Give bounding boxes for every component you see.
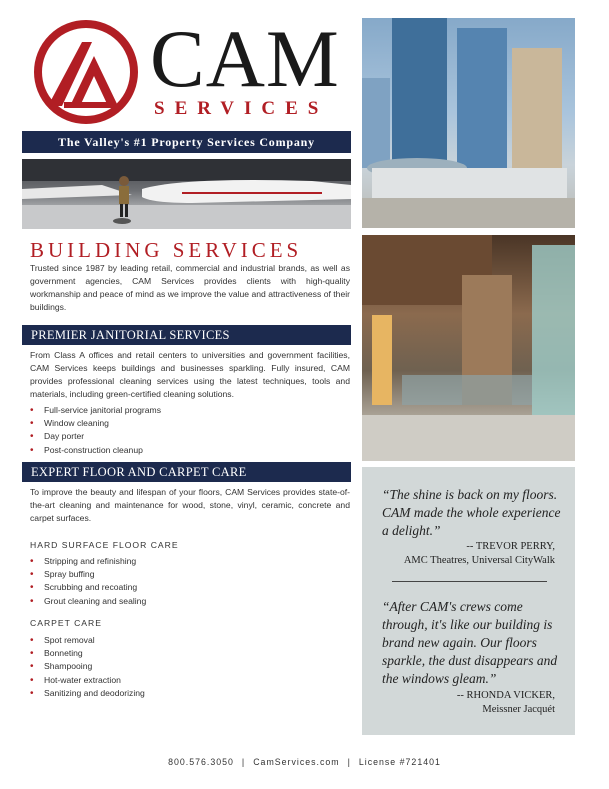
testimonials-panel [362, 467, 575, 735]
janitorial-list [30, 404, 161, 457]
logo-mark-icon [34, 20, 138, 124]
testimonial-attribution [457, 689, 555, 717]
testimonial-name: -- RHONDA VICKER, [456, 690, 555, 701]
list-item: • Bonneting [30, 647, 145, 660]
hard-surface-list [30, 555, 146, 608]
testimonial-name: -- TREVOR PERRY, [466, 541, 555, 552]
lobby-illustration [362, 235, 575, 461]
testimonial-org: Meissner Jacquét [482, 704, 555, 715]
list-item: • Window cleaning [30, 417, 161, 430]
list-item: • Sanitizing and deodorizing [30, 687, 145, 700]
list-item: • Post-construction cleanup [30, 444, 161, 457]
logo-wordmark: CAM [150, 13, 340, 104]
list-item: • Hot-water extraction [30, 674, 145, 687]
testimonial-divider [392, 581, 547, 582]
cam-services-logo [34, 13, 354, 119]
list-item: • Spray buffing [30, 568, 146, 581]
carpet-care-list [30, 634, 145, 700]
footer-contact [0, 757, 609, 767]
janitorial-paragraph: From Class A offices and retail centers to universities and government facilities, CAM Services keeps buildings and businesses sparkling. Fully insured, CAM provides professional cleaning services using the latest techniques, tools and materials, including green-certified cleaning solutions. [30, 350, 350, 399]
hangar-cleaning-photo [22, 159, 351, 229]
intro-paragraph: Trusted since 1987 by leading retail, commercial and industrial brands, as well as government agencies, CAM Services provides clients with high-quality workmanship and peace of mind as we improve the value and attractiveness of their buildings. [30, 263, 350, 312]
carpet-care-subheading: CARPET CARE [30, 618, 102, 628]
floor-care-heading: EXPERT FLOOR AND CARPET CARE [22, 462, 351, 482]
testimonial-org: AMC Theatres, Universal CityWalk [403, 555, 555, 566]
footer-separator: | [241, 757, 246, 767]
testimonial-quote: “The shine is back on my floors. CAM made the whole experience a delight.” [382, 487, 561, 538]
lobby-interior-photo [362, 235, 575, 461]
list-item: • Grout cleaning and sealing [30, 595, 146, 608]
page-title: BUILDING SERVICES [30, 238, 303, 262]
footer-phone: 800.576.3050 [168, 757, 234, 767]
list-item: • Shampooing [30, 660, 145, 673]
list-item: • Scrubbing and recoating [30, 581, 146, 594]
city-illustration [362, 18, 575, 228]
list-item: • Spot removal [30, 634, 145, 647]
list-item: • Full-service janitorial programs [30, 404, 161, 417]
list-item: • Day porter [30, 430, 161, 443]
city-skyline-photo [362, 18, 575, 228]
list-item: • Stripping and refinishing [30, 555, 146, 568]
footer-separator: | [347, 757, 351, 767]
floor-care-paragraph: To improve the beauty and lifespan of your floors, CAM Services provides state-of-the-art cleaning and maintenance for wood, stone, vinyl, ceramic, concrete and carpet surfaces. [30, 487, 350, 523]
hangar-illustration [22, 159, 351, 229]
tagline-banner: The Valley's #1 Property Services Company [22, 131, 351, 153]
testimonial-attribution [404, 540, 555, 568]
footer-license: License #721401 [358, 757, 441, 767]
testimonial-quote: “After CAM's crews come through, it's like our building is brand new again. Our floors sparkle, the dust disappears and the windows gleam.” [382, 599, 558, 686]
hard-surface-subheading: HARD SURFACE FLOOR CARE [30, 540, 179, 550]
janitorial-heading: PREMIER JANITORIAL SERVICES [22, 325, 351, 345]
logo-subword: SERVICES [154, 98, 329, 119]
footer-website: CamServices.com [253, 757, 340, 767]
